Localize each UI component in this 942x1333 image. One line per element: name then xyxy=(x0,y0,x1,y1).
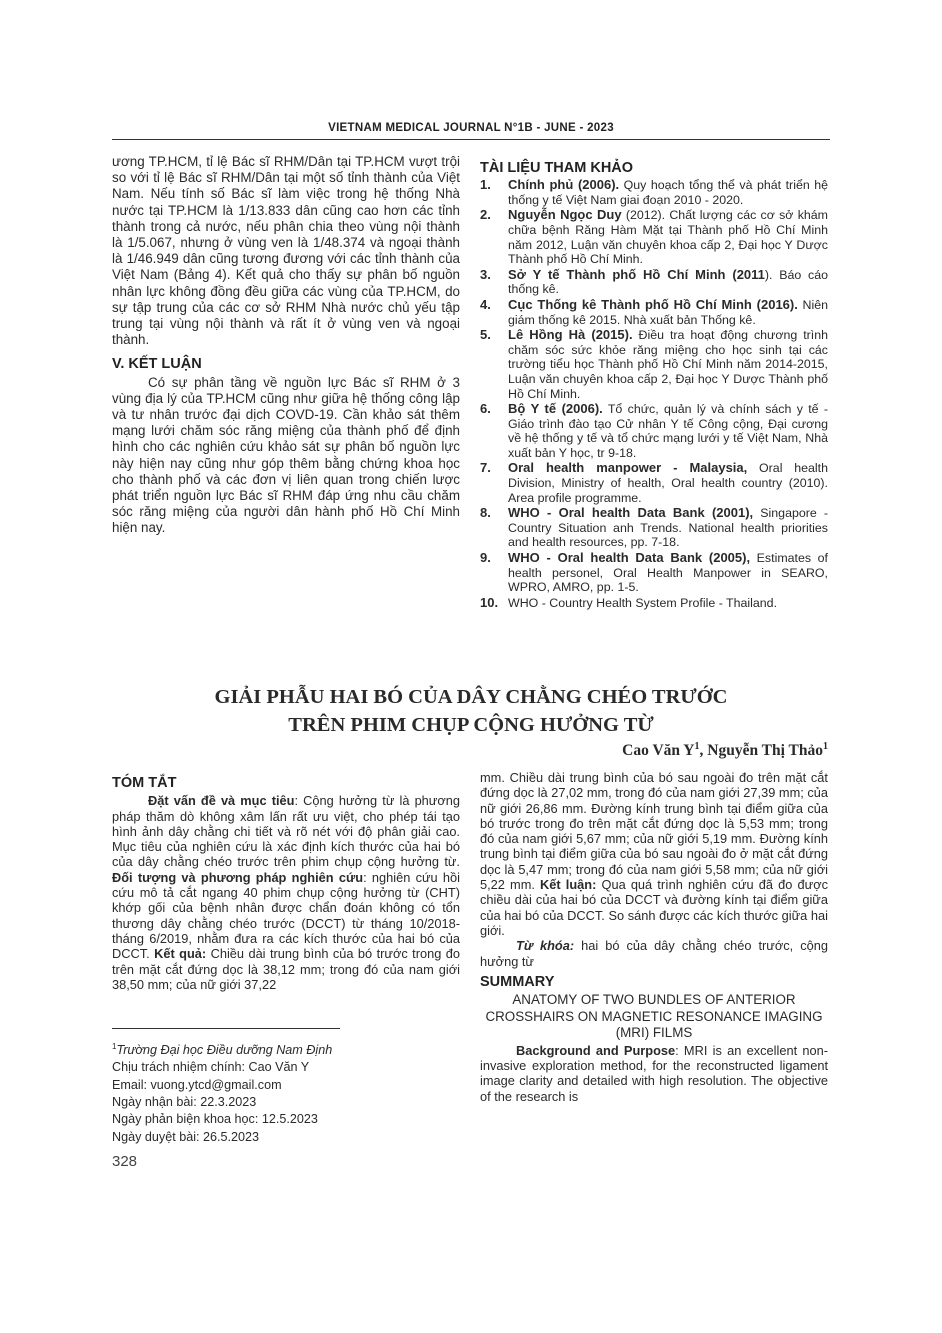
footnote-affiliation xyxy=(112,1038,460,1059)
author-separator: , xyxy=(699,742,708,760)
reference-item: 7. Oral health manpower - Malaysia, Oral health Division, Ministry of health, Oral health country (2010). Area profile programme. xyxy=(480,460,828,505)
references-heading: TÀI LIỆU THAM KHẢO xyxy=(480,160,634,176)
abstract-text-conclusion: Qua quá trình nghiên cứu đã đo được chiều dài của hai bó của DCCT và đường kính tại điểm giữa của hai bó của DCCT. So sánh được các kích thước giữa hai giới. xyxy=(480,877,828,938)
references-list xyxy=(480,178,828,610)
abstract-vi-right xyxy=(480,770,828,1104)
reference-item: 1. Chính phủ (2006). Quy hoạch tổng thể và phát triển hệ thống y tế Việt Nam giai đoạn 2010 - 2020. xyxy=(480,177,828,207)
reference-item: 3. Sở Y tế Thành phố Hồ Chí Minh (2011). Báo cáo thống kê. xyxy=(480,266,828,297)
reference-item: 6. Bộ Y tế (2006). Tổ chức, quản lý và chính sách y tế - Giáo trình đào tạo Cử nhân Y tế Công cộng, Đại cương về hệ thống y tế và tổ chức mạng lưới y tế Việt Nam, Nhà xuất bản Y học, tr 9-18. xyxy=(480,401,828,460)
page-number: 328 xyxy=(112,1153,138,1170)
reference-item: 4. Cục Thống kê Thành phố Hồ Chí Minh (2016). Niên giám thống kê 2015. Nhà xuất bản Thống kê. xyxy=(480,296,828,327)
article-title xyxy=(112,683,830,739)
footnote-email: Email: vuong.ytcd@gmail.com xyxy=(112,1077,282,1092)
conclusion-heading: V. KẾT LUẬN xyxy=(112,356,202,373)
abstract-text-method: : nghiên cứu hồi cứu mô tả cắt ngang 40 phim chụp cộng hưởng từ (CHT) khớp gối của bệnh nhân được chẩn đoán không có tổn thương dây chằng chéo trước (DCCT) từ tháng 10/2018-tháng 6/2019, nhằm đưa ra các kích thước của hai bó của DCCT. xyxy=(112,869,461,962)
author-name: Nguyễn Thị Thảo xyxy=(707,742,823,760)
footnote-corresponding: Chịu trách nhiệm chính: Cao Văn Y xyxy=(112,1060,310,1075)
reference-item: 5. Lê Hồng Hà (2015). Điều tra hoạt động chương trình chăm sóc sức khỏe răng miệng cho học sinh tại các trường tiểu học Thành phố Hồ Chí Minh năm 2014-2015, Luận văn chuyên khoa cấp 2, Đại học Y Dược Thành phố Hồ Chí Minh. xyxy=(480,327,828,401)
abstract-vi-left xyxy=(112,776,460,992)
footnote-accepted: Ngày duyệt bài: 26.5.2023 xyxy=(112,1129,260,1144)
conclusion-paragraph: Có sự phân tầng về nguồn lực Bác sĩ RHM ở 3 vùng địa lý của TP.HCM cũng như giữa hệ thống công lập và tư nhân trước đại dịch COVD-19. Cần khảo sát thêm mạng lưới chăm sóc răng miệng của thành phố để định hình cho các nghiên cứu khảo sát sự phân bố nguồn lực này hiện nay cũng như góp thêm bằng chứng khoa học cho thành phố và các đơn vị liên quan trong chiến lược phát triển nguồn lực Bác sĩ RHM đáp ứng nhu cầu chăm sóc răng miệng của người dân hành phố Hồ Chí Minh hiện nay. xyxy=(112,374,460,536)
authors xyxy=(480,741,828,760)
references-section xyxy=(480,160,828,611)
abstract-label-conclusion: Kết luận: xyxy=(540,877,597,893)
keywords-label: Từ khóa: xyxy=(516,938,575,954)
author-name: Cao Văn Y xyxy=(622,742,695,760)
footnotes xyxy=(112,1038,460,1146)
intro-paragraph: ương TP.HCM, tỉ lệ Bác sĩ RHM/Dân tại TP.HCM vượt trội so với tỉ lệ Bác sĩ RHM/Dân tại một số tỉnh thành của Việt Nam. Nếu tính số Bác sĩ làm việc trong hệ thống Nhà nước tại TP.HCM là 1/13.833 dân cũng cao hơn các tỉnh thành trong cả nước, nếu phân chia theo vùng nội thành là 1/5.067, nhưng ở vùng ven là 1/48.374 và ngoại thành là 1/46.949 dân cũng tương đương với các tỉnh thành của Việt Nam (Bảng 4). Kết quả cho thấy sự phân bố nguồn nhân lực không đồng đều giữa các vùng của TP.HCM, do sự tập trung của các cơ sở RHM Nhà nước chủ yếu tập trung tại vùng nội thành và rất ít ở vùng ven và ngoại thành. xyxy=(112,154,460,348)
abstract-heading: TÓM TẮT xyxy=(112,775,177,791)
summary-heading: SUMMARY xyxy=(480,973,555,990)
reference-item: 9. WHO - Oral health Data Bank (2005), Estimates of health personel, Oral Health Manpower in SEARO, WPRO, AMRO, pp. 1-5. xyxy=(480,550,828,595)
reference-item: 10. WHO - Country Health System Profile - Thailand. xyxy=(480,594,778,610)
journal-header: VIETNAM MEDICAL JOURNAL N°1B - JUNE - 2023 xyxy=(328,122,614,134)
header-rule xyxy=(112,139,830,140)
keywords-paragraph xyxy=(480,938,828,969)
summary-label-background: Background and Purpose xyxy=(516,1042,676,1058)
article-title-line1: GIẢI PHẪU HAI BÓ CỦA DÂY CHẰNG CHÉO TRƯỚC xyxy=(214,686,728,708)
author-affil-sup: 1 xyxy=(823,741,828,752)
footnote-affiliation-text: Trường Đại học Điều dưỡng Nam Định xyxy=(116,1043,333,1058)
reference-item: 8. WHO - Oral health Data Bank (2001), Singapore - Country Situation anh Trends. National health priorities and health resources, pp. 7-18. xyxy=(480,505,828,550)
footnote-sup: 1 xyxy=(112,1042,117,1051)
abstract-paragraph-cont xyxy=(480,770,828,938)
footnote-received: Ngày nhận bài: 22.3.2023 xyxy=(112,1095,257,1110)
abstract-label-method: Đối tượng và phương pháp nghiên cứu xyxy=(112,869,364,885)
author-affil-sup: 1 xyxy=(694,741,700,752)
abstract-text-result-cont: mm. Chiều dài trung bình của bó sau ngoài đo trên mặt cắt đứng dọc là 27,02 mm, trong đó của nam giới 27,39 mm; của nữ giới 26,86 mm. Đường kính trung bình tại điểm giữa của bó trước trong đo trên mặt cắt đứng dọc là 5,53 mm; trong đó của nam giới 5,67 mm; của nữ giới 5,19 mm. Đường kính trung bình tại điểm giữa của bó sau ngoài đo ở mặt cắt đứng dọc là 5,47 mm; trong đó của nam giới 5,58 mm; của nữ giới 5,22 mm. xyxy=(480,770,828,893)
reference-item: 2. Nguyễn Ngọc Duy (2012). Chất lượng các cơ sở khám chữa bệnh Răng Hàm Mặt tại Thành phố Hồ Chí Minh năm 2012, Luận văn chuyên khoa cấp 2, Đại học Y Dược Thành phố Hồ Chí Minh. xyxy=(480,207,828,267)
keywords-text: hai bó của dây chằng chéo trước, cộng hưởng từ xyxy=(480,938,828,969)
abstract-label-result: Kết quả: xyxy=(154,946,207,962)
summary-text-background: : MRI is an excellent non-invasive exploration method, for the reconstructed ligament image clarity and detailed with high resolution. The objective of the research is xyxy=(480,1042,829,1104)
footnote-reviewed: Ngày phản biện khoa học: 12.5.2023 xyxy=(112,1112,318,1127)
abstract-label-background: Đặt vấn đề và mục tiêu xyxy=(148,793,295,809)
summary-paragraph xyxy=(480,1043,828,1104)
summary-title-en: ANATOMY OF TWO BUNDLES OF ANTERIOR CROSSHAIRS ON MAGNETIC RESONANCE IMAGING (MRI) FILMS xyxy=(485,992,823,1041)
article-title-line2: TRÊN PHIM CHỤP CỘNG HƯỞNG TỪ xyxy=(288,714,654,736)
abstract-paragraph xyxy=(112,793,460,992)
abstract-text-background: : Cộng hưởng từ là phương pháp thăm dò không xâm lấn rất ưu việt, cho phép tái tạo hình ảnh dây chằng chi tiết và rõ nét với độ phân giải cao. Mục tiêu của nghiên cứu là xác định kích thước của hai bó của dây chằng chéo trước trên phim chụp cộng hưởng từ. xyxy=(112,793,460,870)
abstract-text-result-part: Chiều dài trung bình của bó trước trong đo trên mặt cắt đứng dọc là 38,12 mm; trong đó của nam giới 38,50 mm; của nữ giới 37,22 xyxy=(112,946,460,992)
left-column-top xyxy=(112,154,460,537)
footnote-rule xyxy=(112,1028,340,1029)
